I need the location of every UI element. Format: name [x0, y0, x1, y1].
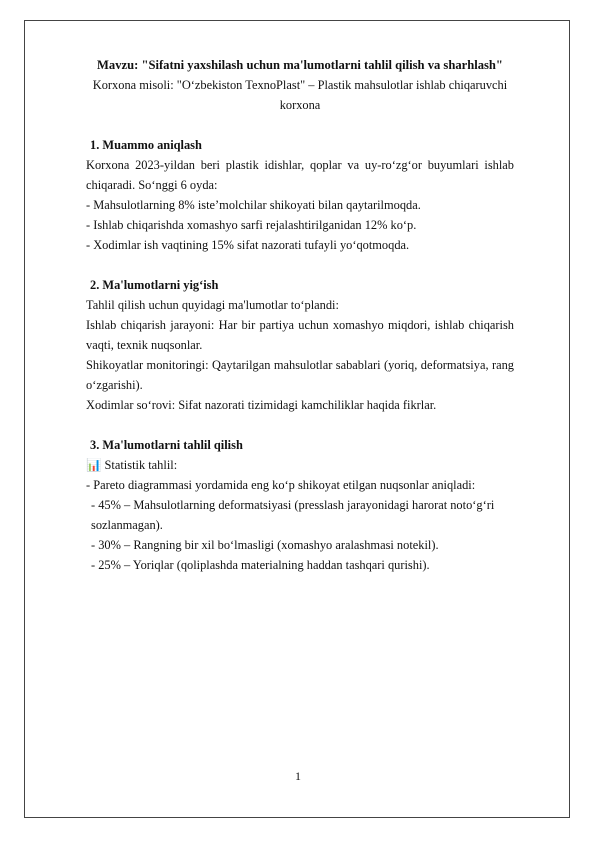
list-item: - 45% – Mahsulotlarning deformatsiyasi (presslash jarayonidagi harorat noto‘g‘ri sozlanmagan). — [91, 498, 495, 532]
list-item: - Mahsulotlarning 8% iste’molchilar shikoyati bilan qaytarilmoqda. — [86, 198, 421, 212]
list-item: - Xodimlar ish vaqtining 15% sifat nazorati tufayli yo‘qotmoqda. — [86, 238, 410, 252]
document-body — [86, 55, 514, 575]
section2-intro: Tahlil qilish uchun quyidagi ma'lumotlar to‘plandi: — [86, 298, 339, 312]
page-number: 1 — [295, 769, 301, 783]
list-item: Xodimlar so‘rovi: Sifat nazorati tizimidagi kamchiliklar haqida fikrlar. — [86, 398, 437, 412]
list-item: - 30% – Rangning bir xil bo‘lmasligi (xomashyo aralashmasi notekil). — [91, 538, 439, 552]
list-item: - 25% – Yoriqlar (qoliplashda materialning haddan tashqari qurishi). — [91, 558, 430, 572]
stat-label: 📊 Statistik tahlil: — [86, 458, 178, 472]
document-title: Mavzu: "Sifatni yaxshilash uchun ma'lumotlarni tahlil qilish va sharhlash" — [97, 58, 503, 72]
section-heading-1: 1. Muammo aniqlash — [90, 138, 202, 152]
section-heading-2: 2. Ma'lumotlarni yig‘ish — [90, 278, 219, 292]
section1-intro: Korxona 2023-yildan beri plastik idishlar, qoplar va uy-ro‘zg‘or buyumlari ishlab chiqaradi. So‘nggi 6 oyda: — [86, 158, 514, 192]
list-item: - Ishlab chiqarishda xomashyo sarfi rejalashtirilganidan 12% ko‘p. — [86, 218, 417, 232]
list-item: Shikoyatlar monitoringi: Qaytarilgan mahsulotlar sabablari (yoriq, deformatsiya, rang o‘zgarishi). — [86, 358, 514, 392]
list-item: Ishlab chiqarish jarayoni: Har bir partiya uchun xomashyo miqdori, ishlab chiqarish vaqti, texnik nuqsonlar. — [86, 318, 514, 352]
pareto-intro: - Pareto diagrammasi yordamida eng ko‘p shikoyat etilgan nuqsonlar aniqladi: — [86, 478, 476, 492]
document-subtitle: Korxona misoli: "O‘zbekiston TexnoPlast" – Plastik mahsulotlar ishlab chiqaruvchi korxona — [92, 78, 508, 112]
section-heading-3: 3. Ma'lumotlarni tahlil qilish — [90, 438, 243, 452]
